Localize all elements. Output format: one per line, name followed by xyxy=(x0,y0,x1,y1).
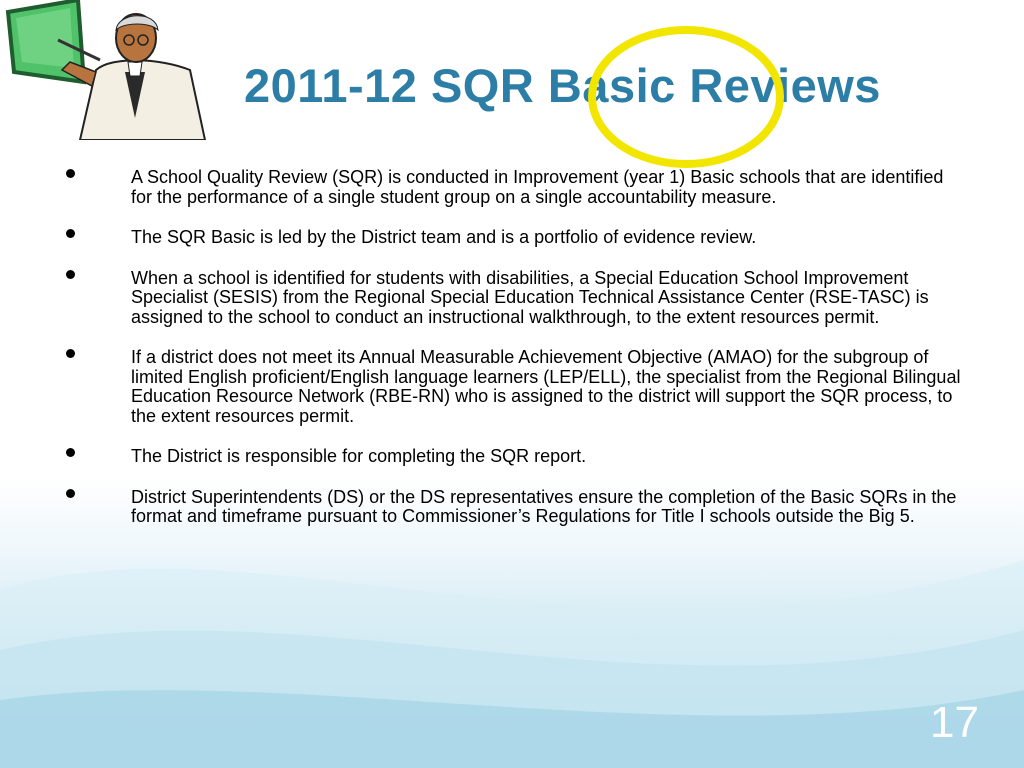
bullet-dot-icon xyxy=(66,169,75,178)
bullet-list xyxy=(60,168,965,548)
bullet-text: A School Quality Review (SQR) is conducted in Improvement (year 1) Basic schools that are identified for the performance of a single student group on a single accountability measure. xyxy=(131,167,944,207)
list-item xyxy=(60,228,965,248)
teacher-at-chalkboard-icon xyxy=(0,0,215,140)
list-item xyxy=(60,168,965,207)
bullet-text: If a district does not meet its Annual Measurable Achievement Objective (AMAO) for the subgroup of limited English proficient/English language learners (LEP/ELL), the specialist from the Regional Bilingual Education Resource Network (RBE-RN) who is assigned to the district will support the SQR process, to the extent resources permit. xyxy=(131,347,961,426)
bullet-text: District Superintendents (DS) or the DS representatives ensure the completion of the Basic SQRs in the format and timeframe pursuant to Commissioner’s Regulations for Title I schools outside the Big 5. xyxy=(131,486,957,526)
list-item xyxy=(60,447,965,467)
bullet-dot-icon xyxy=(66,270,75,279)
list-item xyxy=(60,269,965,328)
yellow-circle-icon xyxy=(584,22,789,172)
slide-title: 2011-12 SQR Basic Reviews xyxy=(244,59,881,112)
bullet-dot-icon xyxy=(66,489,75,498)
list-item xyxy=(60,348,965,426)
bullet-dot-icon xyxy=(66,349,75,358)
bullet-dot-icon xyxy=(66,229,75,238)
bullet-text: When a school is identified for students with disabilities, a Special Education School Improvement Specialist (SESIS) from the Regional Special Education Technical Assistance Center (RSE-TASC) is assigned to the school to conduct an instructional walkthrough, to the extent resources permit. xyxy=(131,267,929,327)
bullet-dot-icon xyxy=(66,448,75,457)
slide-number: 17 xyxy=(930,698,979,747)
bullet-text: The SQR Basic is led by the District team and is a portfolio of evidence review. xyxy=(131,227,757,247)
bullet-text: The District is responsible for completing the SQR report. xyxy=(131,446,587,466)
list-item xyxy=(60,488,965,527)
